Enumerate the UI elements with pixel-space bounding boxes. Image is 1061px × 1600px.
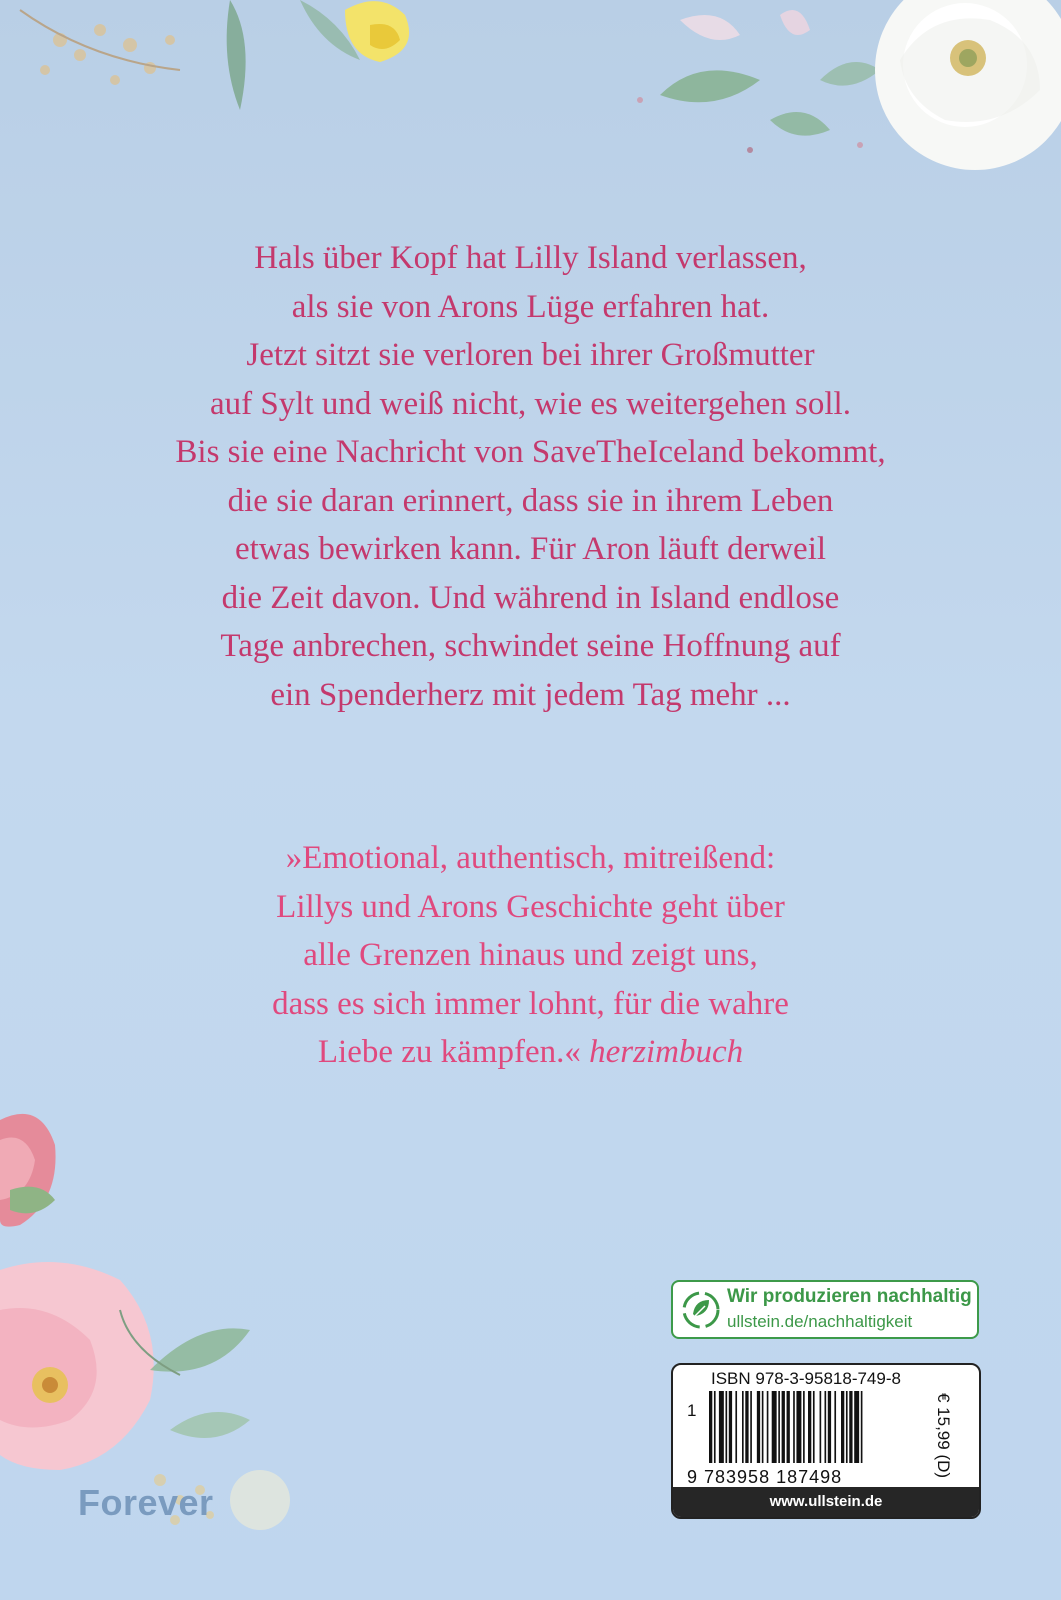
barcode-bar [742, 1391, 744, 1463]
blurb-line: Hals über Kopf hat Lilly Island verlassen, [254, 240, 807, 276]
quote-line: dass es sich immer lohnt, für die wahre [272, 985, 789, 1022]
barcode-digits: 9 783958 187498 [687, 1467, 843, 1487]
barcode-bar [849, 1391, 852, 1463]
blurb-line: Tage anbrechen, schwindet seine Hoffnung auf [220, 628, 841, 664]
barcode-bar [796, 1391, 801, 1463]
flower-decoration-top [0, 0, 1061, 190]
barcode-bar [767, 1391, 769, 1463]
barcode-bar [757, 1391, 760, 1463]
blurb-text [0, 234, 1061, 719]
barcode-bar [772, 1391, 777, 1463]
barcode-bar [825, 1391, 827, 1463]
barcode-bar [719, 1391, 724, 1463]
blurb-line: als sie von Arons Lüge erfahren hat. [291, 288, 770, 325]
barcode-bar [762, 1391, 764, 1463]
barcode-bar [834, 1391, 836, 1463]
isbn: ISBN 978-3-95818-749-8 [711, 1369, 901, 1388]
sustainability-badge [671, 1280, 979, 1339]
quote-line: Lillys und Arons Geschichte geht über [276, 888, 785, 925]
barcode-bar [803, 1391, 805, 1463]
blurb-line: Jetzt sitzt sie verloren bei ihrer Großmutter [246, 337, 815, 373]
review-quote [0, 834, 1061, 1077]
barcode-bar [828, 1391, 831, 1463]
barcode-bar [841, 1391, 844, 1463]
barcode-bar [854, 1391, 859, 1463]
blurb-line: auf Sylt und weiß nicht, wie es weitergehen soll. [210, 385, 851, 422]
barcode-bar [793, 1391, 795, 1463]
quote-text: Liebe zu kämpfen.« [317, 1034, 581, 1070]
blurb-line: die sie daran erinnert, dass sie in ihrem Leben [227, 482, 834, 519]
quote-last-line [0, 1028, 1061, 1077]
quote-line: alle Grenzen hinaus und zeigt uns, [303, 937, 758, 973]
publisher-logo: Forever [78, 1482, 214, 1523]
barcode-bar [709, 1391, 712, 1463]
blurb-line: die Zeit davon. Und während in Island endlose [221, 579, 840, 616]
quote-line: »Emotional, authentisch, mitreißend: [285, 840, 776, 876]
barcode-bar [813, 1391, 815, 1463]
quote-source: herzimbuch [589, 1034, 744, 1070]
barcode-bar [820, 1391, 822, 1463]
barcode-bar [782, 1391, 785, 1463]
publisher-website: www.ullstein.de [673, 1487, 979, 1517]
blurb-line: etwas bewirken kann. Für Aron läuft derweil [234, 531, 827, 567]
barcode-bar [846, 1391, 848, 1463]
barcode-bar [726, 1391, 728, 1463]
sustainability-url: ullstein.de/nachhaltigkeit [727, 1312, 913, 1331]
barcode-bar [745, 1391, 748, 1463]
barcode-bar [861, 1391, 863, 1463]
recycle-leaf-icon [681, 1290, 721, 1330]
barcode-bar [778, 1391, 780, 1463]
blurb-line: ein Spenderherz mit jedem Tag mehr ... [270, 676, 791, 713]
sustainability-headline: Wir produzieren nachhaltig [727, 1286, 972, 1307]
barcode-first-digit: 1 [687, 1401, 697, 1420]
blurb-line: Bis sie eine Nachricht von SaveTheIceland bekommt, [175, 434, 886, 470]
barcode-bar [729, 1391, 732, 1463]
flower-decoration-bottom-left [0, 1100, 330, 1600]
barcode-bar [787, 1391, 790, 1463]
barcode-bar [808, 1391, 811, 1463]
barcode-bar [750, 1391, 752, 1463]
price: € 15,99 (D) [934, 1393, 953, 1479]
barcode-bar [714, 1391, 716, 1463]
barcode-bar [735, 1391, 737, 1463]
barcode-box [671, 1363, 981, 1519]
